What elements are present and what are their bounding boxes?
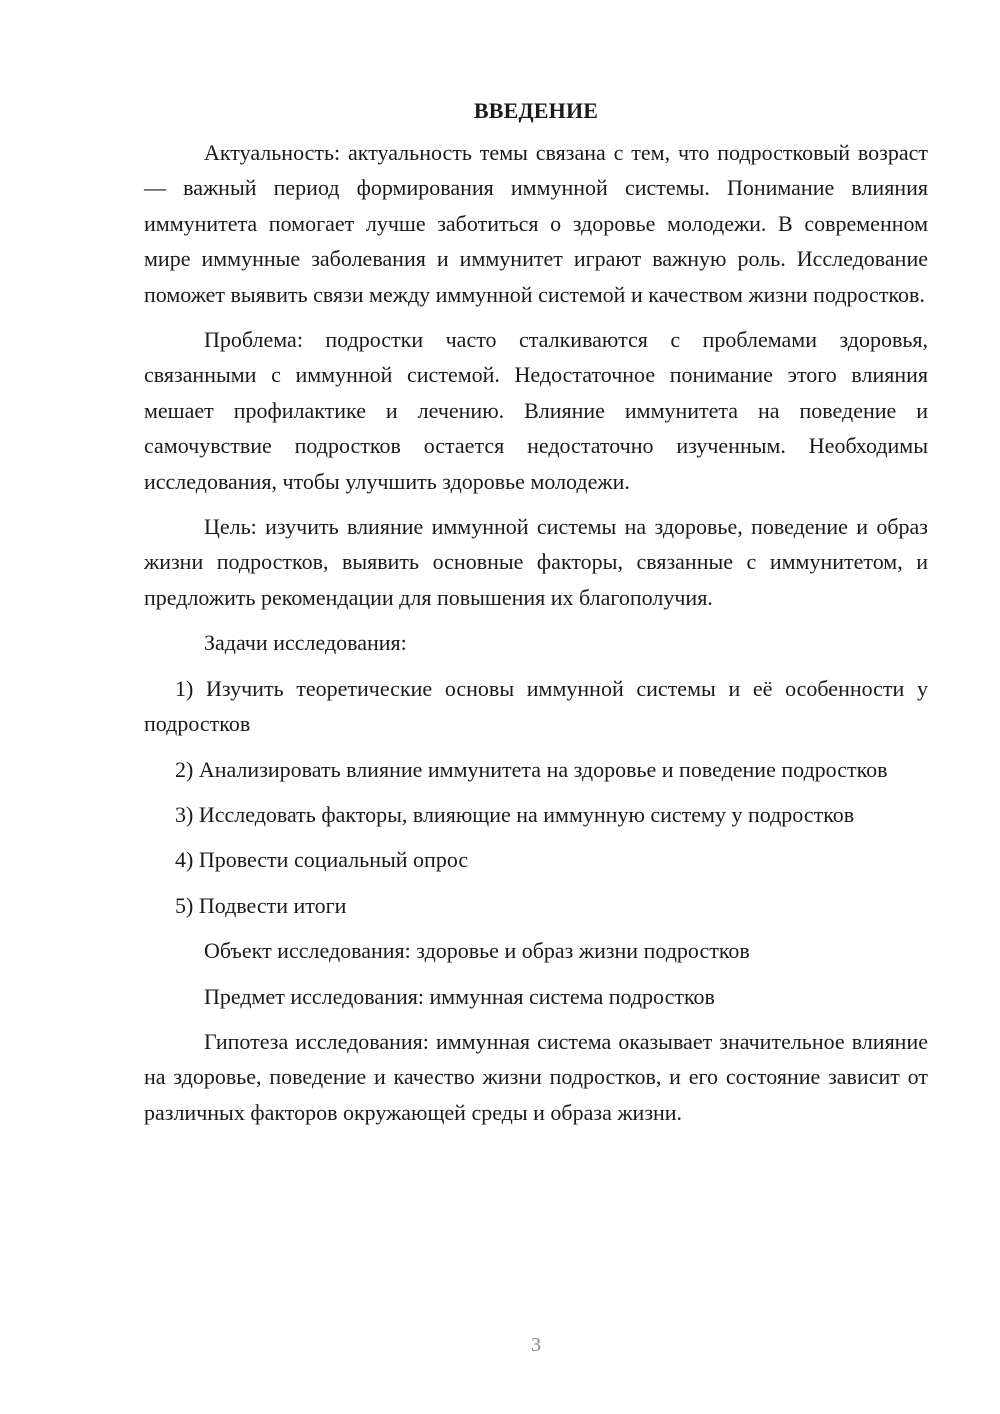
hypothesis-paragraph: Гипотеза исследования: иммунная система оказывает значительное влияние на здоровье, поведение и качество жизни подростков, и его состояние зависит от различных факторов окружающей среды и образа жизни.	[144, 1028, 928, 1125]
title-spacer	[144, 128, 928, 135]
task-item-5: 5) Подвести итоги	[175, 892, 347, 918]
section-title: ВВЕДЕНИЕ	[473, 98, 599, 123]
task-item-3: 3) Исследовать факторы, влияющие на иммунную систему у подростков	[175, 801, 855, 827]
task-item-2: 2) Анализировать влияние иммунитета на здоровье и поведение подростков	[175, 756, 888, 782]
document-body	[144, 93, 928, 1130]
task-item-4: 4) Провести социальный опрос	[175, 847, 469, 873]
page-number: 3	[531, 1334, 541, 1356]
research-object: Объект исследования: здоровье и образ жизни подростков	[204, 938, 750, 964]
tasks-heading: Задачи исследования:	[204, 630, 407, 656]
task-item-1: 1) Изучить теоретические основы иммунной системы и её особенности у подростков	[144, 675, 928, 737]
relevance-paragraph: Актуальность: актуальность темы связана с тем, что подростковый возраст — важный период формирования иммунной системы. Понимание влияния иммунитета помогает лучше заботиться о здоровье молодежи. В современном мире иммунные заболевания и иммунитет играют важную роль. Исследование поможет выявить связи между иммунной системой и качеством жизни подростков.	[144, 140, 928, 307]
research-subject: Предмет исследования: иммунная система подростков	[204, 983, 715, 1009]
goal-paragraph: Цель: изучить влияние иммунной системы на здоровье, поведение и образ жизни подростков, выявить основные факторы, связанные с иммунитетом, и предложить рекомендации для повышения их благополучия.	[144, 514, 928, 610]
problem-paragraph: Проблема: подростки часто сталкиваются с проблемами здоровья, связанными с иммунной системой. Недостаточное понимание этого влияния мешает профилактике и лечению. Влияние иммунитета на поведение и самочувствие подростков остается недостаточно изученным. Необходимы исследования, чтобы улучшить здоровье молодежи.	[144, 327, 928, 494]
